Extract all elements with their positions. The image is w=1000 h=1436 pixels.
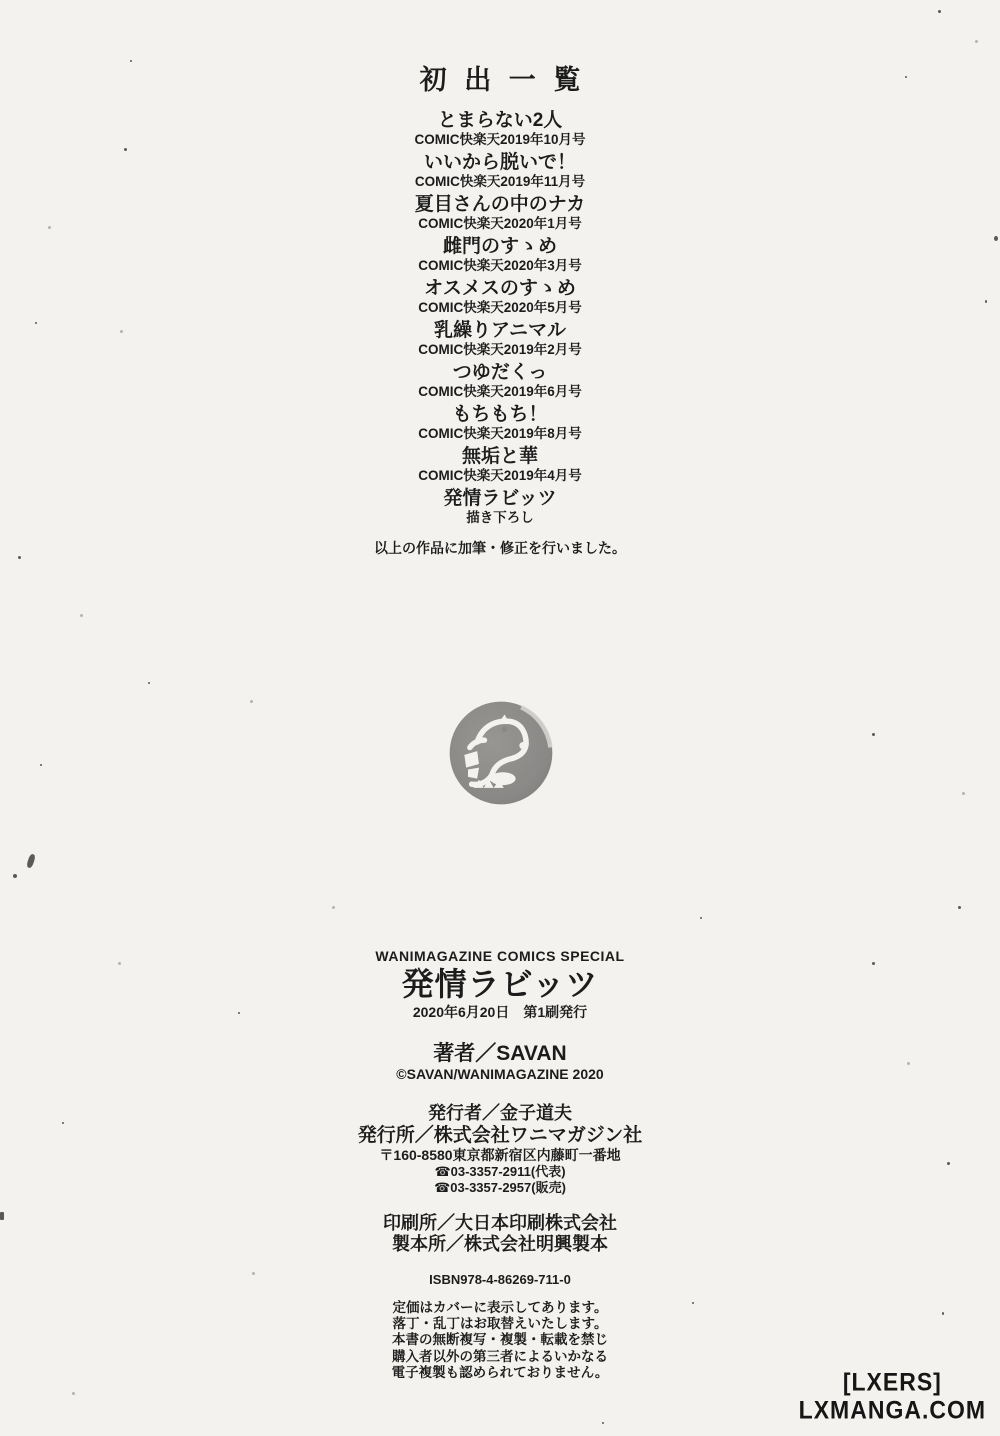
author-line: 著者／SAVAN: [433, 1042, 567, 1065]
revision-note: 以上の作品に加筆・修正を行いました。: [374, 540, 626, 556]
series-label: WANIMAGAZINE COMICS SPECIAL: [375, 948, 625, 964]
legal-line: 落丁・乱丁はお取替えいたします。: [392, 1316, 608, 1332]
phone-icon: ☎: [434, 1164, 451, 1179]
phone-icon: ☎: [434, 1180, 451, 1195]
work-title: 発情ラビッツ: [443, 488, 557, 509]
phone-number: 03-3357-2957(販売): [450, 1180, 566, 1195]
copyright-line: ©SAVAN/WANIMAGAZINE 2020: [396, 1066, 604, 1082]
work-title: もちもち！: [452, 404, 548, 425]
legal-line: 本書の無断複写・複製・転載を禁じ: [392, 1332, 608, 1348]
isbn-line: ISBN978-4-86269-711-0: [429, 1272, 571, 1287]
list-item: [0, 278, 1000, 315]
legal-line: 購入者以外の第三者によるいかなる: [392, 1348, 608, 1364]
list-item: [0, 152, 1000, 189]
work-source: COMIC快楽天2019年10月号: [414, 132, 586, 147]
work-source: COMIC快楽天2019年8月号: [418, 426, 582, 441]
print-date: 2020年6月20日 第1刷発行: [412, 1004, 588, 1020]
list-item: [0, 446, 1000, 483]
work-title: 夏目さんの中のナカ: [414, 194, 586, 215]
list-item: [0, 236, 1000, 273]
work-title: 乳繰りアニマル: [433, 320, 567, 341]
work-title: とまらない2人: [437, 110, 563, 131]
colophon-block: [0, 948, 1000, 1381]
list-item: [0, 320, 1000, 357]
watermark: [799, 1368, 986, 1424]
phone-line-sales: [0, 1180, 1000, 1196]
work-title: オスメスのすゝめ: [424, 278, 576, 299]
phone-line-representative: [0, 1164, 1000, 1180]
list-item: [0, 194, 1000, 231]
list-item: [0, 488, 1000, 525]
printer-line: 印刷所／大日本印刷株式会社: [383, 1213, 617, 1233]
work-source: 描き下ろし: [466, 510, 534, 525]
list-item: [0, 404, 1000, 441]
list-item: [0, 362, 1000, 399]
list-item: [0, 110, 1000, 147]
watermark-site: LXMANGA.COM: [798, 1396, 986, 1425]
work-source: COMIC快楽天2019年6月号: [418, 384, 582, 399]
watermark-group: [LXERS]: [842, 1367, 942, 1396]
legal-line: 電子複製も認められておりません。: [391, 1364, 609, 1380]
book-title: 発情ラビッツ: [401, 966, 599, 1002]
page-title: 初出一覧: [419, 65, 598, 95]
work-source: COMIC快楽天2019年11月号: [414, 174, 586, 189]
work-title: 無垢と華: [461, 446, 538, 467]
work-title: いいから脱いで！: [423, 152, 576, 173]
first-publication-list: [0, 110, 1000, 530]
work-source: COMIC快楽天2020年1月号: [418, 216, 582, 231]
publisher-person: 発行者／金子道夫: [428, 1103, 572, 1123]
binder-line: 製本所／株式会社明興製本: [392, 1234, 608, 1254]
work-source: COMIC快楽天2019年4月号: [418, 468, 582, 483]
work-title: 雌門のすゝめ: [442, 236, 557, 257]
publisher-company: 発行所／株式会社ワニマガジン社: [357, 1125, 643, 1146]
work-source: COMIC快楽天2020年5月号: [418, 300, 582, 315]
wanimagazine-crocodile-logo: [446, 698, 556, 808]
work-source: COMIC快楽天2019年2月号: [418, 342, 582, 357]
phone-number: 03-3357-2911(代表): [450, 1164, 566, 1179]
work-title: つゆだくっ: [452, 362, 548, 383]
legal-line: 定価はカバーに表示してあります。: [392, 1300, 608, 1315]
work-source: COMIC快楽天2020年3月号: [418, 258, 582, 273]
publisher-logo: [446, 698, 556, 808]
publisher-address: 〒160-8580東京都新宿区内藤町一番地: [379, 1147, 621, 1163]
